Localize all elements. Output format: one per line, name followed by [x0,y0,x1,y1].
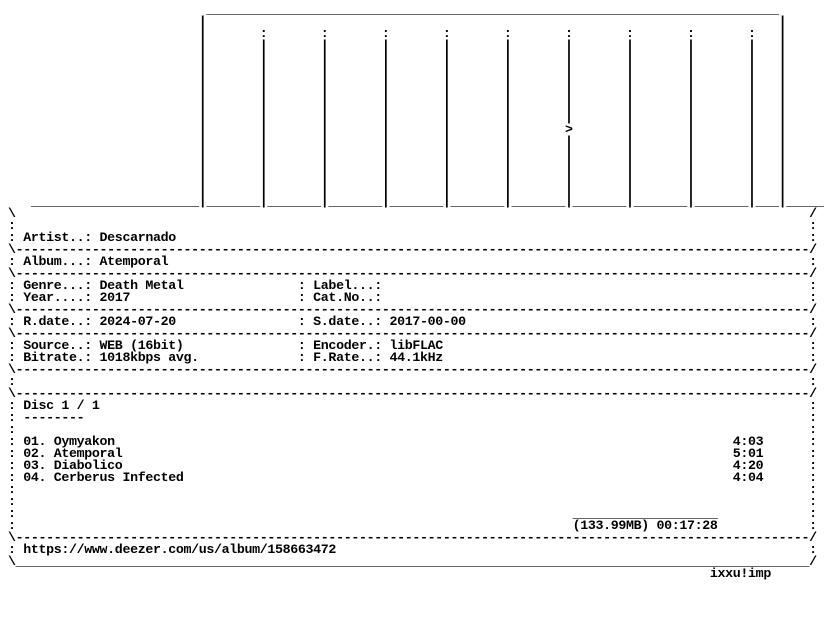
nfo-text: ___________________________________________________________________________ | | | : : : : : : : : : | | | | | | | | | | | | | | | | | | | | | | | | | | | | | | | | | | | | | | | | | | | | | | | | | | | | | | | | | | | | | | | | | | | | | | | | | | | | | | | | | | | | > | | | | | | | | | | | | | | | | | | | | | | | | | | | | | | | | | | | | | | | | | | | | | | | | | | | | | | | | | | | ______________________|_______|_______|_______|_______|_______|_______|_______|_______|_______|___|_____ \ / : : : Artist..: Descarnado : \--------------------------------------------------------------------------------------------------------/ : Album...: Atemporal : \--------------------------------------------------------------------------------------------------------/ : Genre...: Death Metal : Label...: : : Year....: 2017 : Cat.No..: : \--------------------------------------------------------------------------------------------------------/ : R.date..: 2024-07-20 : S.date..: 2017-00-00 : \--------------------------------------------------------------------------------------------------------/ : Source..: WEB (16bit) : Encoder.: libFLAC : : Bitrate.: 1018kbps avg. : F.Rate..: 44.1kHz : \--------------------------------------------------------------------------------------------------------/ : : \--------------------------------------------------------------------------------------------------------/ : Disc 1 / 1 : : -------- : : : : 01. Oymyakon 4:03 : : 02. Atemporal 5:01 : : 03. Diabolico 4:20 : : 04. Cerberus Infected 4:04 : : : : : : ___________________ : : (133.99MB) 00:17:28 : \--------------------------------------------------------------------------------------------------------/ : https://www.deezer.com/us/album/158663472 : \________________________________________________________________________________________________________/ ixxu!imp [8,2,824,581]
